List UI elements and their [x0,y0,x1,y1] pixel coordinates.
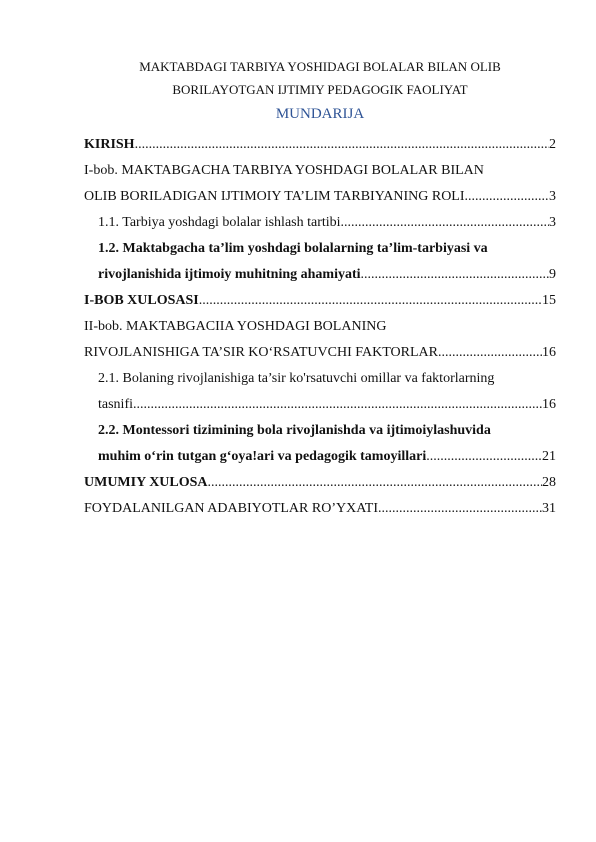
toc-entry-text-line1: II-bob. MAKTABGACIIA YOSHDAGI BOLANING [84,319,387,334]
toc-entry-section-2-2[interactable] [84,418,556,470]
toc-entry-text-line1: 2.1. Bolaning rivojlanishiga ta’sir ko'rsatuvchi omillar va faktorlarning [98,371,495,386]
toc-page-number: 3 [549,215,556,230]
dot-leader [438,340,542,366]
dot-leader [135,132,549,158]
toc-entry-text-line2: muhim o‘rin tutgan g‘oya!ari va pedagogik tamoyillari [98,449,427,464]
toc-entry-general-conclusion[interactable] [84,470,556,496]
toc-entry-text: FOYDALANILGAN ADABIYOTLAR RO’YXATI [84,501,378,516]
toc-page-number: 21 [542,449,556,464]
toc-entry-conclusion1[interactable] [84,288,556,314]
toc-entry-text: UMUMIY XULOSA [84,475,208,490]
toc-page-number: 16 [542,397,556,412]
dot-leader [133,392,542,418]
toc-entry-text: 1.1. Tarbiya yoshdagi bolalar ishlash tartibi [98,215,341,230]
toc-entry-text-line1: 2.2. Montessori tizimining bola rivojlanishda va ijtimoiylashuvida [98,423,491,438]
toc-entry-kirish[interactable] [84,132,556,158]
document-title-line2: BORILAYOTGAN IJTIMIY PEDAGOGIK FAOLIYAT [172,82,468,97]
toc-entry-section-2-1[interactable] [84,366,556,418]
dot-leader [208,470,542,496]
dot-leader [341,210,549,236]
dot-leader [199,288,542,314]
dot-leader [378,496,542,522]
dot-leader [361,262,549,288]
toc-page-number: 9 [549,267,556,282]
toc-entry-text-line1: 1.2. Maktabgacha ta’lim yoshdagi bolalarning ta’lim-tarbiyasi va [98,241,488,256]
toc-page-number: 15 [542,293,556,308]
table-of-contents [84,132,556,522]
contents-heading: MUNDARIJA [275,106,365,122]
toc-entry-section-1-1[interactable] [84,210,556,236]
toc-entry-text: I-BOB XULOSASI [84,293,199,308]
toc-entry-text-line2: rivojlanishida ijtimoiy muhitning ahamiyati [98,267,361,282]
toc-page-number: 2 [549,137,556,152]
toc-entry-section-1-2[interactable] [84,236,556,288]
toc-entry-text-line2: RIVOJLANISHIGA TA’SIR KO‘RSATUVCHI FAKTORLAR [84,345,438,360]
document-title-line1: MAKTABDAGI TARBIYA YOSHIDAGI BOLALAR BILAN OLIB [139,59,501,74]
toc-entry-text-line2: OLIB BORILADIGAN IJTIMOIY TA’LIM TARBIYANING ROLI [84,189,465,204]
toc-entry-text-line1: I-bob. MAKTABGACHA TARBIYA YOSHDAGI BOLALAR BILAN [84,163,484,178]
dot-leader [465,184,549,210]
toc-entry-text-line2: tasnifi [98,397,133,412]
toc-entry-chapter1[interactable] [84,158,556,210]
dot-leader [426,444,542,470]
toc-entry-text: KIRISH [84,137,135,152]
toc-page-number: 31 [542,501,556,516]
toc-page-number: 3 [549,189,556,204]
toc-entry-references[interactable] [84,496,556,522]
toc-page-number: 16 [542,345,556,360]
toc-entry-chapter2[interactable] [84,314,556,366]
toc-page-number: 28 [542,475,556,490]
